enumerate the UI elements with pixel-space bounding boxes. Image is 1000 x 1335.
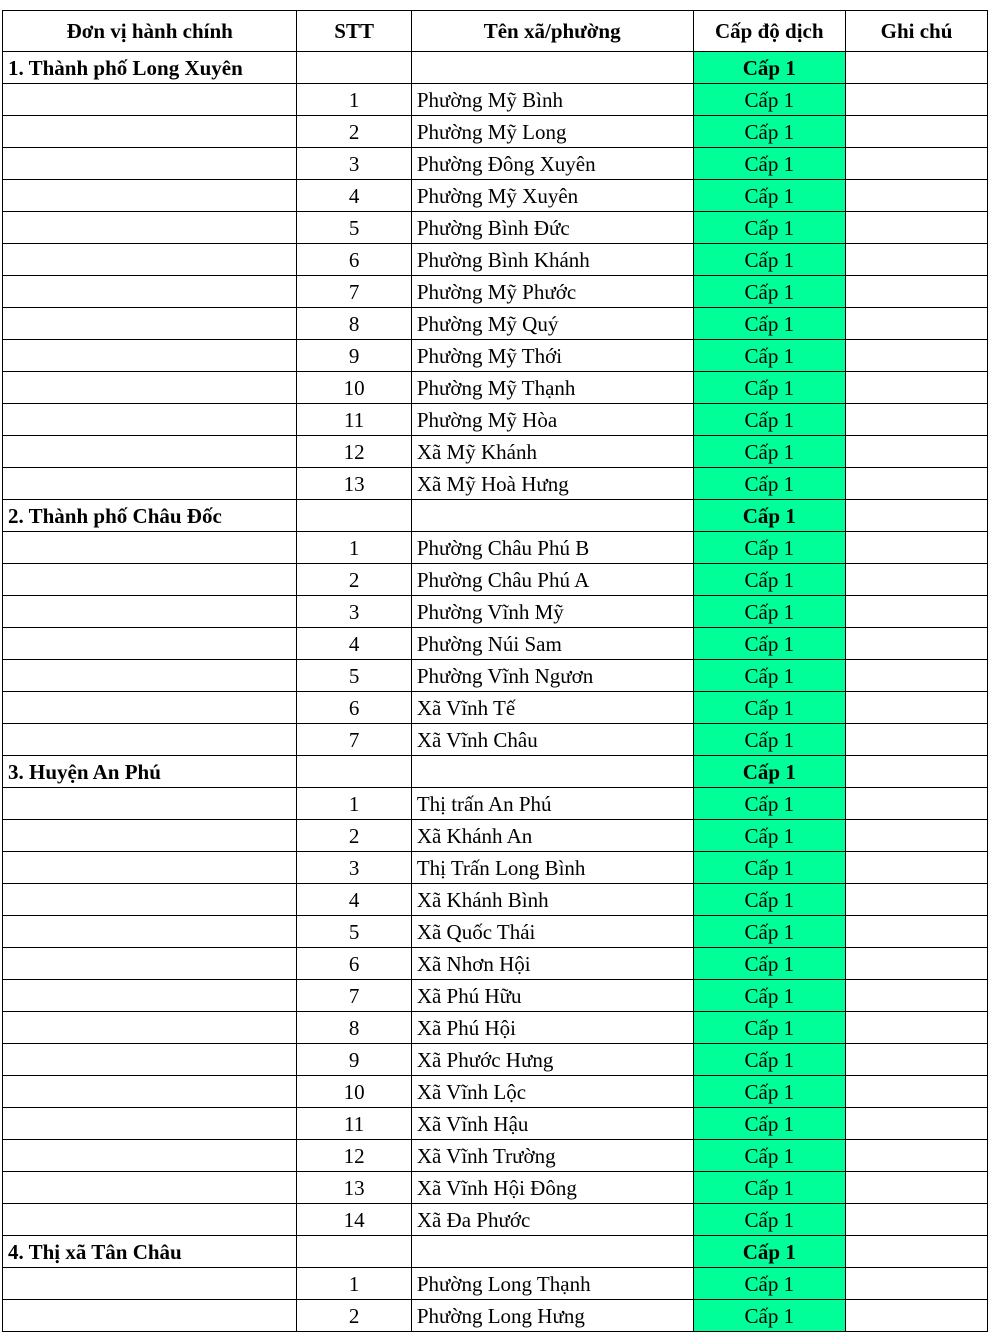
row-name: Xã Khánh An xyxy=(411,820,693,852)
row-level: Cấp 1 xyxy=(693,884,846,916)
table-row xyxy=(3,692,988,724)
row-stt: 8 xyxy=(297,308,411,340)
group-name-empty xyxy=(411,52,693,84)
row-stt: 2 xyxy=(297,820,411,852)
unit-empty-cell xyxy=(3,1044,297,1076)
row-name: Xã Vĩnh Hậu xyxy=(411,1108,693,1140)
row-level: Cấp 1 xyxy=(693,1172,846,1204)
row-level: Cấp 1 xyxy=(693,372,846,404)
row-name: Xã Vĩnh Hội Đông xyxy=(411,1172,693,1204)
row-name: Xã Phú Hội xyxy=(411,1012,693,1044)
table-row xyxy=(3,532,988,564)
row-stt: 3 xyxy=(297,852,411,884)
table-row xyxy=(3,660,988,692)
row-stt: 4 xyxy=(297,884,411,916)
row-name: Phường Long Hưng xyxy=(411,1300,693,1332)
row-stt: 4 xyxy=(297,628,411,660)
group-name-empty xyxy=(411,1236,693,1268)
group-title: 3. Huyện An Phú xyxy=(3,756,297,788)
row-stt: 13 xyxy=(297,468,411,500)
table-row xyxy=(3,1140,988,1172)
group-row xyxy=(3,1236,988,1268)
unit-empty-cell xyxy=(3,852,297,884)
unit-empty-cell xyxy=(3,340,297,372)
row-note xyxy=(846,948,988,980)
row-note xyxy=(846,116,988,148)
row-name: Phường Mỹ Quý xyxy=(411,308,693,340)
row-stt: 14 xyxy=(297,1204,411,1236)
row-stt: 2 xyxy=(297,1300,411,1332)
row-level: Cấp 1 xyxy=(693,404,846,436)
table-row xyxy=(3,180,988,212)
row-note xyxy=(846,1012,988,1044)
row-note xyxy=(846,820,988,852)
row-note xyxy=(846,404,988,436)
unit-empty-cell xyxy=(3,916,297,948)
unit-empty-cell xyxy=(3,116,297,148)
row-level: Cấp 1 xyxy=(693,852,846,884)
unit-empty-cell xyxy=(3,692,297,724)
row-note xyxy=(846,532,988,564)
row-level: Cấp 1 xyxy=(693,1012,846,1044)
table-row xyxy=(3,116,988,148)
row-level: Cấp 1 xyxy=(693,532,846,564)
unit-empty-cell xyxy=(3,980,297,1012)
row-stt: 1 xyxy=(297,1268,411,1300)
row-name: Phường Long Thạnh xyxy=(411,1268,693,1300)
group-row xyxy=(3,52,988,84)
row-name: Phường Mỹ Xuyên xyxy=(411,180,693,212)
row-note xyxy=(846,1140,988,1172)
row-stt: 4 xyxy=(297,180,411,212)
group-note-empty xyxy=(846,1236,988,1268)
table-row xyxy=(3,84,988,116)
row-note xyxy=(846,596,988,628)
row-level: Cấp 1 xyxy=(693,1076,846,1108)
row-note xyxy=(846,1172,988,1204)
unit-empty-cell xyxy=(3,308,297,340)
row-name: Xã Vĩnh Trường xyxy=(411,1140,693,1172)
table-row xyxy=(3,404,988,436)
row-stt: 1 xyxy=(297,84,411,116)
row-note xyxy=(846,340,988,372)
header-stt: STT xyxy=(297,11,411,52)
row-stt: 5 xyxy=(297,660,411,692)
group-stt-empty xyxy=(297,756,411,788)
unit-empty-cell xyxy=(3,404,297,436)
row-note xyxy=(846,84,988,116)
row-level: Cấp 1 xyxy=(693,980,846,1012)
row-level: Cấp 1 xyxy=(693,148,846,180)
row-note xyxy=(846,1300,988,1332)
unit-empty-cell xyxy=(3,1268,297,1300)
row-note xyxy=(846,244,988,276)
row-level: Cấp 1 xyxy=(693,116,846,148)
row-stt: 3 xyxy=(297,596,411,628)
unit-empty-cell xyxy=(3,1204,297,1236)
header-level: Cấp độ dịch xyxy=(693,11,846,52)
table-body xyxy=(3,52,988,1332)
row-note xyxy=(846,148,988,180)
row-name: Xã Vĩnh Châu xyxy=(411,724,693,756)
table-row xyxy=(3,372,988,404)
row-level: Cấp 1 xyxy=(693,820,846,852)
unit-empty-cell xyxy=(3,1300,297,1332)
row-name: Xã Đa Phước xyxy=(411,1204,693,1236)
group-row xyxy=(3,756,988,788)
group-title: 1. Thành phố Long Xuyên xyxy=(3,52,297,84)
row-level: Cấp 1 xyxy=(693,180,846,212)
header-unit: Đơn vị hành chính xyxy=(3,11,297,52)
row-name: Phường Mỹ Long xyxy=(411,116,693,148)
row-stt: 12 xyxy=(297,436,411,468)
row-level: Cấp 1 xyxy=(693,340,846,372)
row-stt: 6 xyxy=(297,244,411,276)
row-note xyxy=(846,788,988,820)
row-note xyxy=(846,276,988,308)
row-note xyxy=(846,1204,988,1236)
row-note xyxy=(846,692,988,724)
table-row xyxy=(3,1044,988,1076)
row-note xyxy=(846,468,988,500)
row-name: Phường Mỹ Thạnh xyxy=(411,372,693,404)
group-title: 4. Thị xã Tân Châu xyxy=(3,1236,297,1268)
row-name: Xã Vĩnh Tế xyxy=(411,692,693,724)
row-level: Cấp 1 xyxy=(693,244,846,276)
table-row xyxy=(3,1300,988,1332)
row-name: Xã Phú Hữu xyxy=(411,980,693,1012)
row-name: Xã Khánh Bình xyxy=(411,884,693,916)
row-stt: 1 xyxy=(297,532,411,564)
group-level-badge: Cấp 1 xyxy=(693,52,846,84)
row-name: Phường Vĩnh Ngươn xyxy=(411,660,693,692)
unit-empty-cell xyxy=(3,436,297,468)
row-stt: 5 xyxy=(297,916,411,948)
row-note xyxy=(846,180,988,212)
row-name: Phường Vĩnh Mỹ xyxy=(411,596,693,628)
row-level: Cấp 1 xyxy=(693,948,846,980)
unit-empty-cell xyxy=(3,148,297,180)
row-note xyxy=(846,980,988,1012)
group-note-empty xyxy=(846,500,988,532)
row-name: Xã Nhơn Hội xyxy=(411,948,693,980)
group-note-empty xyxy=(846,52,988,84)
row-stt: 11 xyxy=(297,1108,411,1140)
group-stt-empty xyxy=(297,52,411,84)
row-note xyxy=(846,1268,988,1300)
row-stt: 2 xyxy=(297,116,411,148)
row-name: Phường Bình Đức xyxy=(411,212,693,244)
group-name-empty xyxy=(411,756,693,788)
row-name: Thị trấn An Phú xyxy=(411,788,693,820)
group-level-badge: Cấp 1 xyxy=(693,756,846,788)
table-row xyxy=(3,1268,988,1300)
table-row xyxy=(3,244,988,276)
row-note xyxy=(846,212,988,244)
unit-empty-cell xyxy=(3,212,297,244)
row-level: Cấp 1 xyxy=(693,596,846,628)
row-name: Phường Châu Phú A xyxy=(411,564,693,596)
row-level: Cấp 1 xyxy=(693,468,846,500)
row-level: Cấp 1 xyxy=(693,1044,846,1076)
table-row xyxy=(3,628,988,660)
table-row xyxy=(3,1012,988,1044)
table-row xyxy=(3,884,988,916)
group-row xyxy=(3,500,988,532)
row-level: Cấp 1 xyxy=(693,1300,846,1332)
unit-empty-cell xyxy=(3,180,297,212)
row-stt: 2 xyxy=(297,564,411,596)
row-stt: 11 xyxy=(297,404,411,436)
table-row xyxy=(3,1172,988,1204)
row-stt: 1 xyxy=(297,788,411,820)
group-stt-empty xyxy=(297,500,411,532)
row-level: Cấp 1 xyxy=(693,84,846,116)
group-title: 2. Thành phố Châu Đốc xyxy=(3,500,297,532)
unit-empty-cell xyxy=(3,628,297,660)
table-row xyxy=(3,820,988,852)
row-stt: 9 xyxy=(297,1044,411,1076)
table-row xyxy=(3,852,988,884)
row-name: Xã Phước Hưng xyxy=(411,1044,693,1076)
epidemic-level-table xyxy=(2,10,988,1332)
row-stt: 7 xyxy=(297,724,411,756)
row-note xyxy=(846,724,988,756)
unit-empty-cell xyxy=(3,276,297,308)
row-name: Phường Mỹ Phước xyxy=(411,276,693,308)
row-stt: 5 xyxy=(297,212,411,244)
header-note: Ghi chú xyxy=(846,11,988,52)
unit-empty-cell xyxy=(3,1012,297,1044)
unit-empty-cell xyxy=(3,788,297,820)
unit-empty-cell xyxy=(3,564,297,596)
row-stt: 6 xyxy=(297,692,411,724)
table-row xyxy=(3,724,988,756)
row-level: Cấp 1 xyxy=(693,628,846,660)
row-level: Cấp 1 xyxy=(693,1108,846,1140)
table-row xyxy=(3,948,988,980)
row-stt: 10 xyxy=(297,1076,411,1108)
row-name: Xã Vĩnh Lộc xyxy=(411,1076,693,1108)
row-stt: 12 xyxy=(297,1140,411,1172)
row-level: Cấp 1 xyxy=(693,1204,846,1236)
group-name-empty xyxy=(411,500,693,532)
row-level: Cấp 1 xyxy=(693,1268,846,1300)
row-level: Cấp 1 xyxy=(693,276,846,308)
row-note xyxy=(846,1044,988,1076)
table-row xyxy=(3,788,988,820)
row-note xyxy=(846,308,988,340)
row-stt: 13 xyxy=(297,1172,411,1204)
unit-empty-cell xyxy=(3,660,297,692)
table-row xyxy=(3,468,988,500)
row-level: Cấp 1 xyxy=(693,564,846,596)
row-name: Phường Mỹ Hòa xyxy=(411,404,693,436)
row-name: Phường Bình Khánh xyxy=(411,244,693,276)
table-row xyxy=(3,276,988,308)
row-note xyxy=(846,660,988,692)
header-name: Tên xã/phường xyxy=(411,11,693,52)
row-level: Cấp 1 xyxy=(693,436,846,468)
unit-empty-cell xyxy=(3,1108,297,1140)
unit-empty-cell xyxy=(3,532,297,564)
row-stt: 7 xyxy=(297,980,411,1012)
row-level: Cấp 1 xyxy=(693,724,846,756)
row-name: Phường Mỹ Bình xyxy=(411,84,693,116)
row-note xyxy=(846,372,988,404)
table-row xyxy=(3,916,988,948)
row-note xyxy=(846,628,988,660)
unit-empty-cell xyxy=(3,948,297,980)
table-row xyxy=(3,1204,988,1236)
row-name: Phường Châu Phú B xyxy=(411,532,693,564)
row-name: Phường Mỹ Thới xyxy=(411,340,693,372)
row-stt: 9 xyxy=(297,340,411,372)
unit-empty-cell xyxy=(3,244,297,276)
table-row xyxy=(3,308,988,340)
table-row xyxy=(3,564,988,596)
row-note xyxy=(846,1108,988,1140)
table-row xyxy=(3,212,988,244)
table-row xyxy=(3,1076,988,1108)
table-row xyxy=(3,340,988,372)
unit-empty-cell xyxy=(3,84,297,116)
row-stt: 3 xyxy=(297,148,411,180)
row-level: Cấp 1 xyxy=(693,1140,846,1172)
group-level-badge: Cấp 1 xyxy=(693,500,846,532)
row-level: Cấp 1 xyxy=(693,660,846,692)
row-note xyxy=(846,852,988,884)
row-name: Phường Đông Xuyên xyxy=(411,148,693,180)
unit-empty-cell xyxy=(3,1172,297,1204)
row-level: Cấp 1 xyxy=(693,692,846,724)
row-level: Cấp 1 xyxy=(693,212,846,244)
row-note xyxy=(846,916,988,948)
row-stt: 6 xyxy=(297,948,411,980)
header-row xyxy=(3,11,988,52)
group-level-badge: Cấp 1 xyxy=(693,1236,846,1268)
row-level: Cấp 1 xyxy=(693,916,846,948)
row-name: Xã Mỹ Hoà Hưng xyxy=(411,468,693,500)
group-stt-empty xyxy=(297,1236,411,1268)
unit-empty-cell xyxy=(3,468,297,500)
row-level: Cấp 1 xyxy=(693,308,846,340)
table-row xyxy=(3,596,988,628)
table-row xyxy=(3,148,988,180)
unit-empty-cell xyxy=(3,820,297,852)
unit-empty-cell xyxy=(3,1076,297,1108)
unit-empty-cell xyxy=(3,724,297,756)
group-note-empty xyxy=(846,756,988,788)
unit-empty-cell xyxy=(3,372,297,404)
row-note xyxy=(846,564,988,596)
unit-empty-cell xyxy=(3,884,297,916)
row-note xyxy=(846,884,988,916)
unit-empty-cell xyxy=(3,1140,297,1172)
row-note xyxy=(846,436,988,468)
row-stt: 7 xyxy=(297,276,411,308)
row-note xyxy=(846,1076,988,1108)
row-name: Xã Quốc Thái xyxy=(411,916,693,948)
row-name: Xã Mỹ Khánh xyxy=(411,436,693,468)
row-stt: 8 xyxy=(297,1012,411,1044)
unit-empty-cell xyxy=(3,596,297,628)
row-name: Phường Núi Sam xyxy=(411,628,693,660)
row-stt: 10 xyxy=(297,372,411,404)
row-name: Thị Trấn Long Bình xyxy=(411,852,693,884)
row-level: Cấp 1 xyxy=(693,788,846,820)
table-row xyxy=(3,1108,988,1140)
table-row xyxy=(3,436,988,468)
table-row xyxy=(3,980,988,1012)
